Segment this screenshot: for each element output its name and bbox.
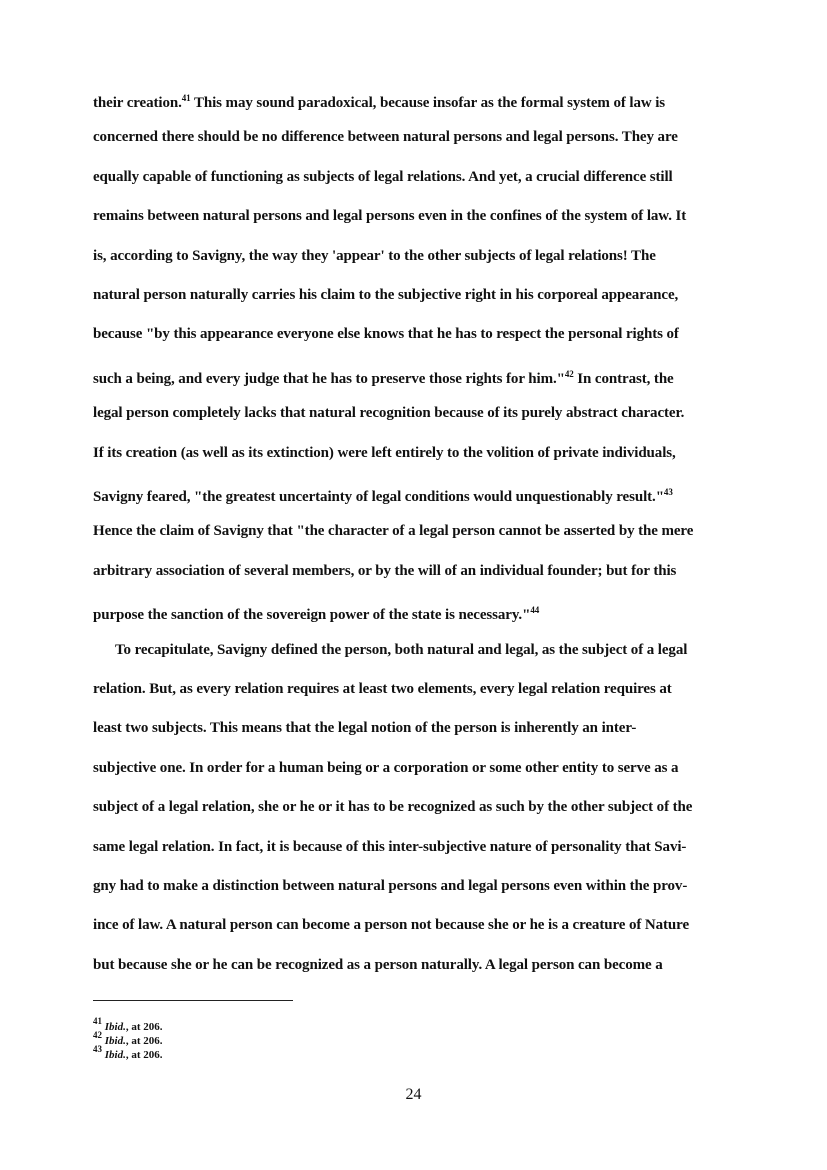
text-line [93,719,636,737]
text-line-content: subjective one. In order for a human being or a corporation or some other entity to serve as a [93,759,679,776]
text-line-content: arbitrary association of several members, or by the will of an individual founder; but for this [93,562,677,579]
text-line [93,877,687,895]
footnote-ref: Ibid. [104,1035,126,1047]
footnote-number: 41 [93,1016,102,1026]
text-line [93,286,678,304]
text-line-content: Savigny feared, "the greatest uncertainty of legal conditions would unquestionably result." [93,489,664,505]
text-line-content: same legal relation. In fact, it is because of this inter-subjective nature of personality that Savi- [93,838,687,855]
text-line-content: such a being, and every judge that he has to preserve those rights for him." [93,370,565,387]
text-line-content: subject of a legal relation, she or he or it has to be recognized as such by the other subject of the [93,799,693,816]
text-line-content: but because she or he can be recognized as a person naturally. A legal person can become a [93,956,663,973]
text-line [93,916,689,934]
text-line-content: purpose the sanction of the sovereign power of the state is necessary." [93,607,531,624]
text-line [93,601,539,624]
footnote-marker[interactable]: 42 [564,368,574,379]
footnote-ref: Ibid. [104,1049,126,1061]
text-line [93,128,678,146]
footnote-separator [93,1000,293,1001]
text-line-content: To recapitulate, Savigny defined the person, both natural and legal, as the subject of a legal [115,641,688,658]
text-line [93,956,663,974]
text-line [93,168,673,186]
text-line [93,89,665,112]
page-number: 24 [405,1086,422,1103]
text-line-content: In contrast, the [573,370,674,387]
footnote-marker[interactable]: 41 [181,93,191,103]
footnote [93,1043,163,1062]
text-line-content: concerned there should be no difference between natural persons and legal persons. They are [93,129,678,146]
text-line [93,522,693,540]
text-line [93,798,692,816]
text-line-content: because "by this appearance everyone else knows that he has to respect the personal rights of [93,326,679,343]
text-line-content: legal person completely lacks that natural recognition because of its purely abstract character. [93,405,685,422]
text-line [93,680,672,698]
text-line [93,562,676,580]
text-line [93,207,686,225]
text-line [93,404,684,422]
text-line-content: If its creation (as well as its extinction) were left entirely to the volition of private individuals, [93,444,676,461]
footnote-location: , at 206. [125,1021,163,1033]
footnote-marker[interactable]: 44 [530,605,540,616]
text-line [115,641,687,659]
text-line-content: equally capable of functioning as subjects of legal relations. And yet, a crucial difference still [93,168,673,185]
text-line [93,325,679,343]
text-line [93,444,676,462]
text-line-content: This may sound paradoxical, because insofar as the formal system of law is [190,95,666,111]
text-line-content: gny had to make a distinction between natural persons and legal persons even within the prov- [93,878,688,894]
footnote-number: 43 [93,1044,102,1054]
text-line-content: remains between natural persons and legal persons even in the confines of the system of law. It [93,208,687,225]
footnote-number: 42 [93,1030,102,1040]
footnote-ref: Ibid. [104,1021,126,1033]
text-line-content: their creation. [93,95,182,111]
footnote-location: , at 206. [125,1049,163,1061]
text-line-content: Hence the claim of Savigny that "the character of a legal person cannot be asserted by the mere [93,523,694,540]
text-line [93,838,686,856]
text-line-content: ince of law. A natural person can become a person not because she or he is a creature of Nature [93,917,690,934]
text-line [93,483,673,506]
text-line [93,365,674,388]
text-line-content: least two subjects. This means that the legal notion of the person is inherently an inter- [93,720,637,737]
text-line-content: relation. But, as every relation requires at least two elements, every legal relation requires at [93,681,672,697]
footnote-marker[interactable]: 43 [663,487,673,497]
text-line-content: is, according to Savigny, the way they 'appear' to the other subjects of legal relations! The [93,247,656,264]
text-line [93,247,656,265]
text-line-content: natural person naturally carries his claim to the subjective right in his corporeal appearance, [93,287,679,303]
footnote-location: , at 206. [125,1035,163,1047]
text-line [93,759,678,777]
